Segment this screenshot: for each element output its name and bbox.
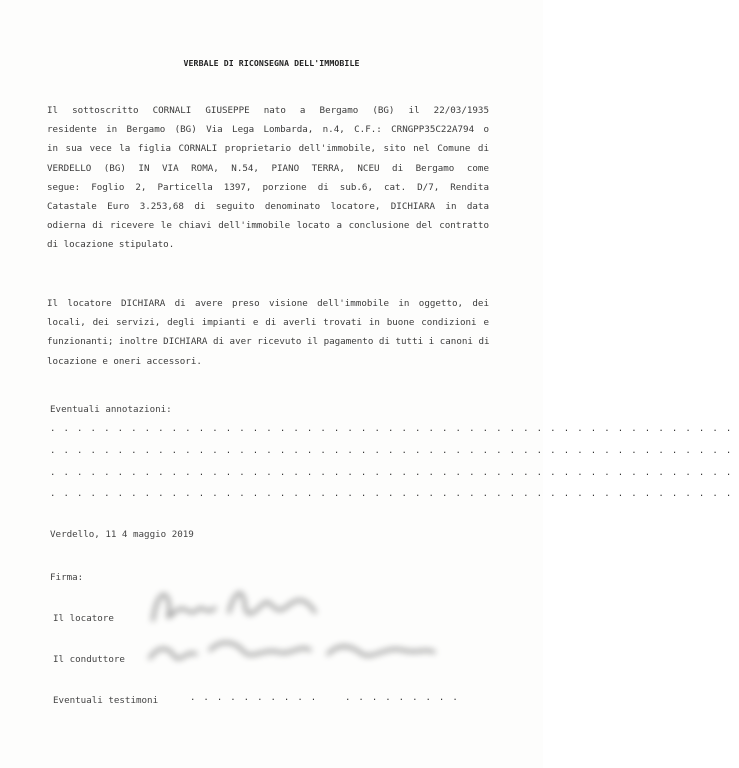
- paragraph-line: Il locatore DICHIARA di avere preso visione dell'immobile in oggetto, dei: [47, 298, 489, 309]
- conduttore-label: Il conduttore: [53, 654, 125, 665]
- annotation-dotted-line: ...................................................: [50, 468, 739, 478]
- testimoni-label: Eventuali testimoni: [53, 695, 159, 706]
- firma-label: Firma:: [50, 572, 84, 583]
- locatore-label: Il locatore: [53, 613, 114, 624]
- paragraph-line: segue: Foglio 2, Particella 1397, porzione di sub.6, cat. D/7, Rendita: [47, 181, 489, 193]
- paragraph-declaration: [47, 101, 489, 255]
- annotations-label: Eventuali annotazioni:: [50, 404, 172, 415]
- paragraph-line: Il sottoscritto CORNALI GIUSEPPE nato a Bergamo (BG) il 22/03/1935: [47, 105, 489, 116]
- paragraph-line: funzionanti; inoltre DICHIARA di aver ricevuto il pagamento di tutti i canoni di: [47, 336, 490, 348]
- paragraph-line: locali, dei servizi, degli impianti e di averli trovati in buone condizioni e: [47, 317, 489, 329]
- conduttore-signature: [140, 628, 440, 676]
- testimone-dotted-line: ..........: [190, 693, 325, 703]
- testimone-dotted-line: .........: [345, 693, 466, 703]
- paragraph-line: odierna di ricevere le chiavi dell'immobile locato a conclusione del contratto: [47, 220, 489, 232]
- annotation-dotted-line: ...................................................: [50, 489, 739, 499]
- annotation-dotted-line: ...................................................: [50, 446, 739, 456]
- paragraph-line: Catastale Euro 3.253,68 di seguito denominato locatore, DICHIARA in data: [47, 201, 489, 213]
- locatore-signature: [145, 582, 335, 632]
- paragraph-line: VERDELLO (BG) IN VIA ROMA, N.54, PIANO TERRA, NCEU di Bergamo come: [47, 162, 489, 174]
- paragraph-line: locazione e oneri accessori.: [47, 355, 202, 367]
- annotation-dotted-line: ...................................................: [50, 424, 739, 434]
- document-title: VERBALE DI RICONSEGNA DELL'IMMOBILE: [183, 58, 360, 68]
- paragraph-locatore-declaration: [47, 294, 489, 371]
- paragraph-line: di locazione stipulato.: [47, 239, 175, 251]
- paragraph-line: residente in Bergamo (BG) Via Lega Lombarda, n.4, C.F.: CRNGPP35C22A794 o: [47, 124, 489, 136]
- date-place-line: Verdello, 11 4 maggio 2019: [50, 529, 194, 540]
- paragraph-line: in sua vece la figlia CORNALI proprietario dell'immobile, sito nel Comune di: [47, 143, 489, 155]
